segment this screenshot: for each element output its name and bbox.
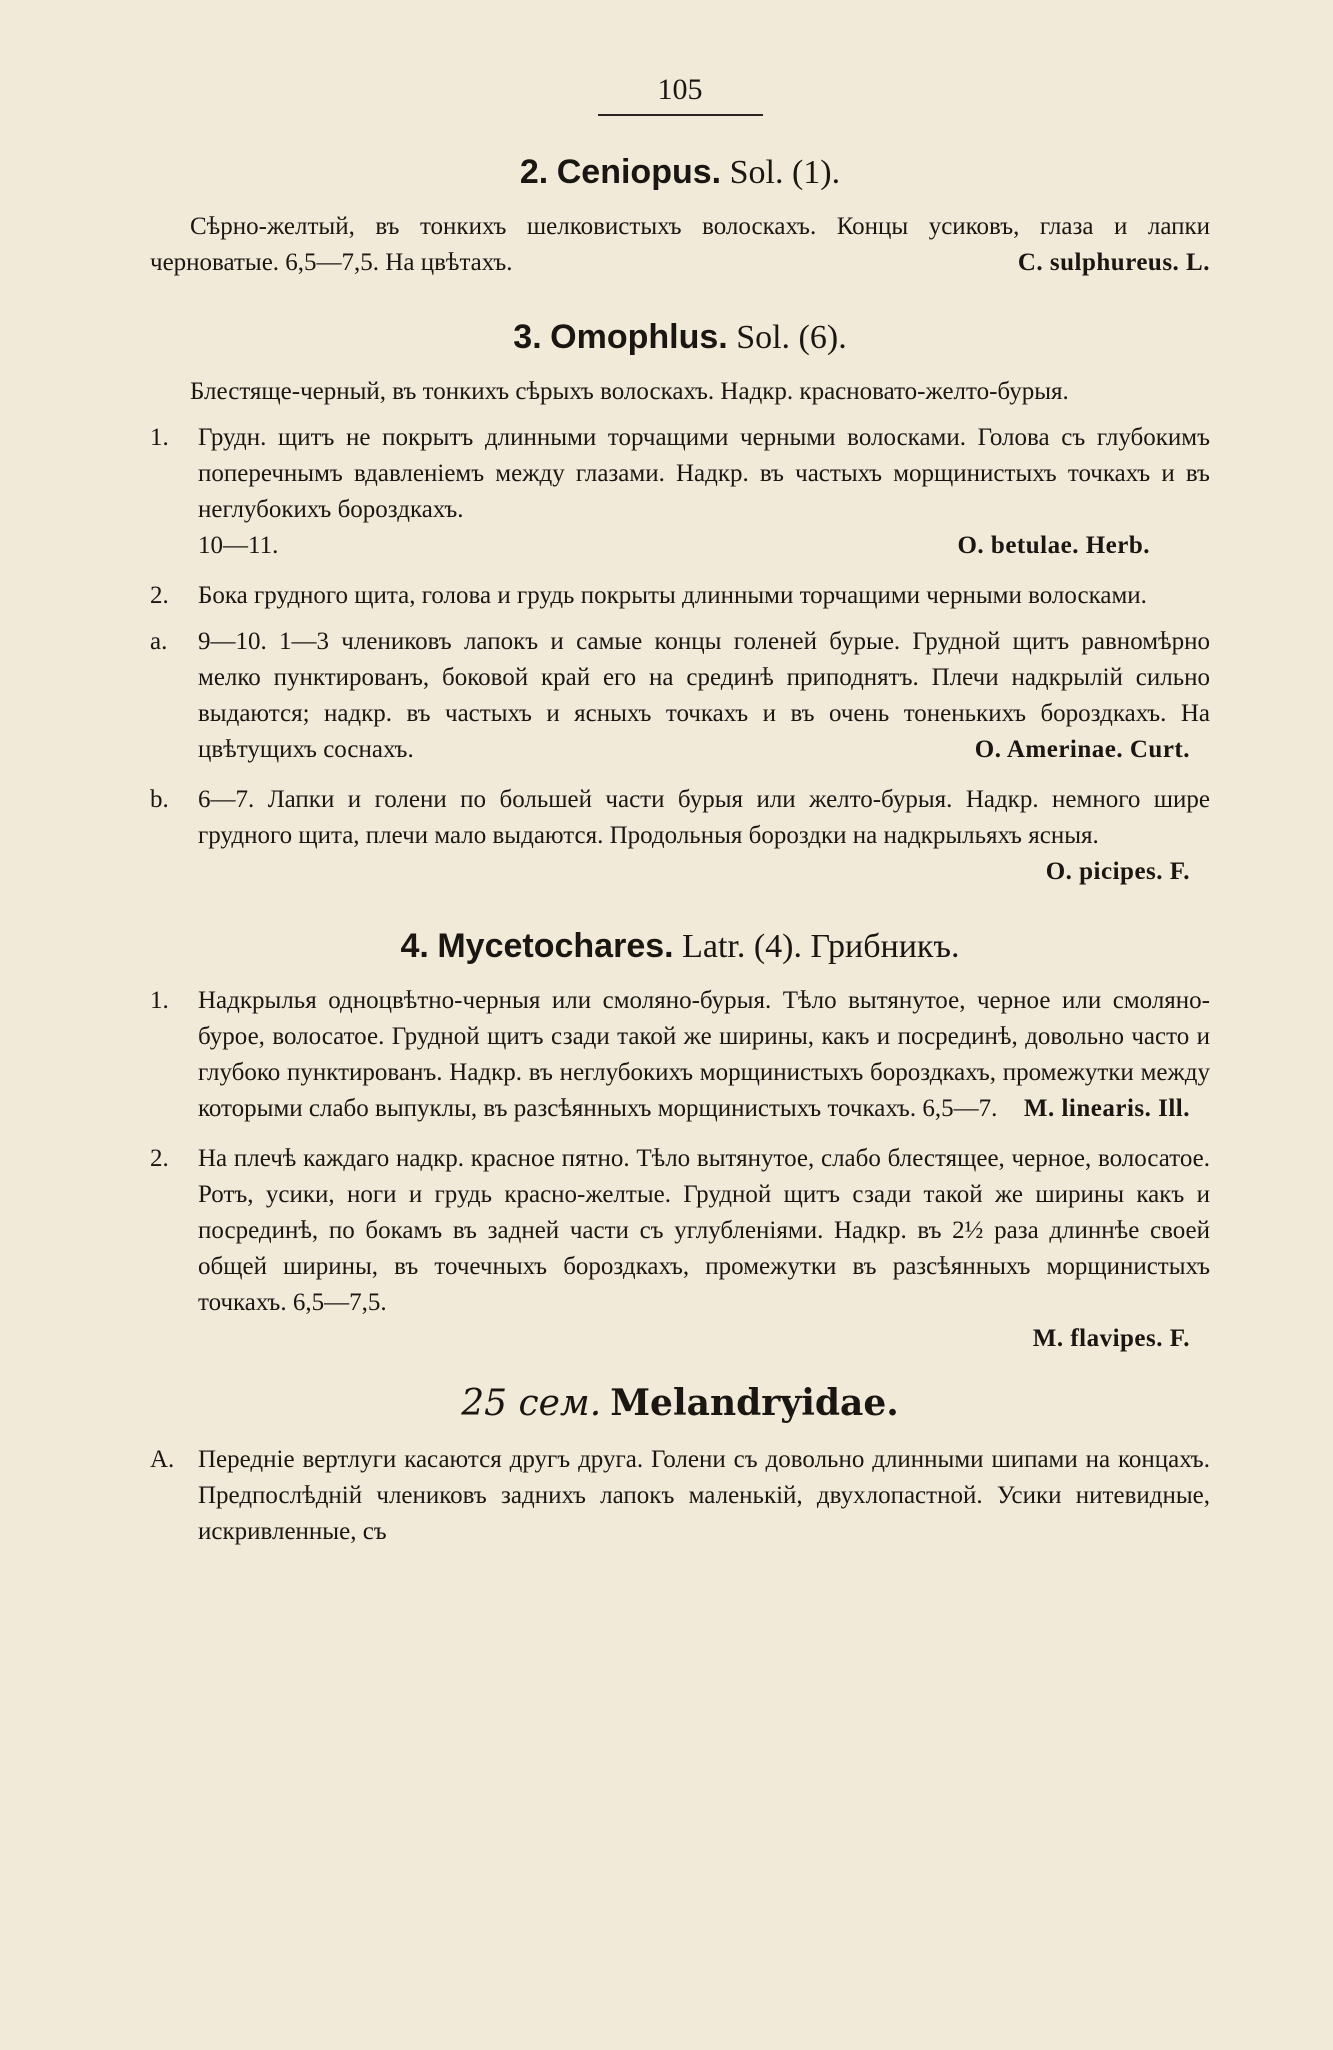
- genus-number: 2.: [519, 153, 549, 191]
- key-item: [150, 624, 1210, 768]
- key-text: Бока грудного щита, голова и грудь покрыты длинными торчащими черными волосками.: [198, 582, 1147, 609]
- key-item: [150, 420, 1210, 564]
- genus-name: Ceniopus.: [556, 153, 722, 191]
- species-name: O. Amerinae. Curt.: [974, 736, 1190, 763]
- key-marker: 1.: [150, 424, 169, 451]
- genus-author: Sol. (1).: [729, 154, 841, 191]
- key-marker: A.: [150, 1446, 175, 1473]
- key-marker: 2.: [150, 582, 169, 609]
- family-number: 25 сем.: [461, 1383, 602, 1424]
- key-item: [150, 782, 1210, 890]
- key-item: [150, 1141, 1210, 1357]
- key-marker: a.: [150, 628, 168, 655]
- page-number: 105: [657, 73, 703, 106]
- key-text: Надкрылья одноцвѣтно-черныя или смоляно-бурыя. Тѣло вытянутое, черное или смоляно-бурое, волосатое. Грудной щитъ сзади такой же ширины, какъ и посрединѣ, довольно часто и глубоко пунктированъ. Надкр. въ неглубокихъ морщинистыхъ бороздкахъ, промежутки между которыми слабо выпуклы, въ разсѣянныхъ морщинистыхъ точкахъ. 6,5—7.: [198, 987, 1210, 1122]
- key-item: [150, 1442, 1210, 1550]
- genus-name: Mycetochares.: [437, 927, 674, 965]
- genus-description: Блестяще-черный, въ тонкихъ сѣрыхъ волоскахъ. Надкр. красновато-желто-бурыя.: [190, 378, 1069, 405]
- genus-author: Latr. (4). Грибникъ.: [682, 928, 960, 965]
- species-name: M. flavipes. F.: [1032, 1325, 1190, 1352]
- key-text-tail: 10—11.: [198, 532, 279, 559]
- key-text: 6—7. Лапки и голени по большей части бурыя или желто-бурыя. Надкр. немного шире грудного щита, плечи мало выдаются. Продольныя бороздки на надкрыльяхъ ясныя.: [198, 786, 1210, 849]
- key-text: Грудн. щитъ не покрытъ длинными торчащими черными волосками. Голова съ глубокимъ поперечнымъ вдавленіемъ между глазами. Надкр. въ частыхъ морщинистыхъ точкахъ и въ неглубокихъ бороздкахъ.: [198, 424, 1210, 523]
- family-name: Melandryidae.: [610, 1382, 899, 1424]
- genus-heading-ceniopus: [150, 150, 1210, 195]
- key-text: 9—10. 1—3 члениковъ лапокъ и самые концы голеней бурые. Грудной щитъ равномѣрно мелко пунктированъ, боковой край его на срединѣ приподнятъ. Плечи надкрылій сильно выдаются; надкр. въ частыхъ и ясныхъ точкахъ и въ очень тоненькихъ бороздкахъ. На цвѣтущихъ соснахъ.: [198, 628, 1210, 763]
- genus-heading-omophlus: [150, 315, 1210, 360]
- key-item: [150, 578, 1210, 614]
- key-marker: b.: [150, 786, 169, 813]
- key-marker: 1.: [150, 987, 169, 1014]
- genus-number: 4.: [400, 927, 429, 965]
- key-text: На плечѣ каждаго надкр. красное пятно. Тѣло вытянутое, слабо блестящее, черное, волосатое. Ротъ, усики, ноги и грудь красно-желтые. Грудной щитъ сзади такой же ширины какъ и посрединѣ, по бокамъ въ задней части съ углубленіями. Надкр. въ 2½ раза длиннѣе своей общей ширины, въ точечныхъ бороздкахъ, промежутки въ разсѣянныхъ морщинистыхъ точкахъ. 6,5—7,5.: [198, 1145, 1210, 1316]
- key-text: Передніе вертлуги касаются другъ друга. Голени съ довольно длинными шипами на концахъ. Предпослѣдній члениковъ заднихъ лапокъ маленькій, двухлопастной. Усики нитевидные, искривленные, съ: [198, 1446, 1210, 1545]
- genus-heading-mycetochares: [150, 924, 1210, 969]
- species-name: C. sulphureus. L.: [1017, 249, 1210, 276]
- description-text: Сѣрно-желтый, въ тонкихъ шелковистыхъ волоскахъ. Концы усиковъ, глаза и лапки черноватые. 6,5—7,5. На цвѣтахъ.: [150, 213, 1210, 276]
- genus-description: [150, 209, 1210, 281]
- species-name: M. linearis. Ill.: [1023, 1095, 1190, 1122]
- page: [150, 70, 1210, 1550]
- species-name: O. picipes. F.: [1045, 858, 1190, 885]
- genus-number: 3.: [513, 318, 542, 356]
- key-marker: 2.: [150, 1145, 169, 1172]
- family-heading: [150, 1379, 1210, 1428]
- genus-author: Sol. (6).: [736, 319, 847, 356]
- key-item: [150, 983, 1210, 1127]
- genus-name: Omophlus.: [550, 318, 728, 356]
- species-name: O. betulae. Herb.: [957, 532, 1150, 559]
